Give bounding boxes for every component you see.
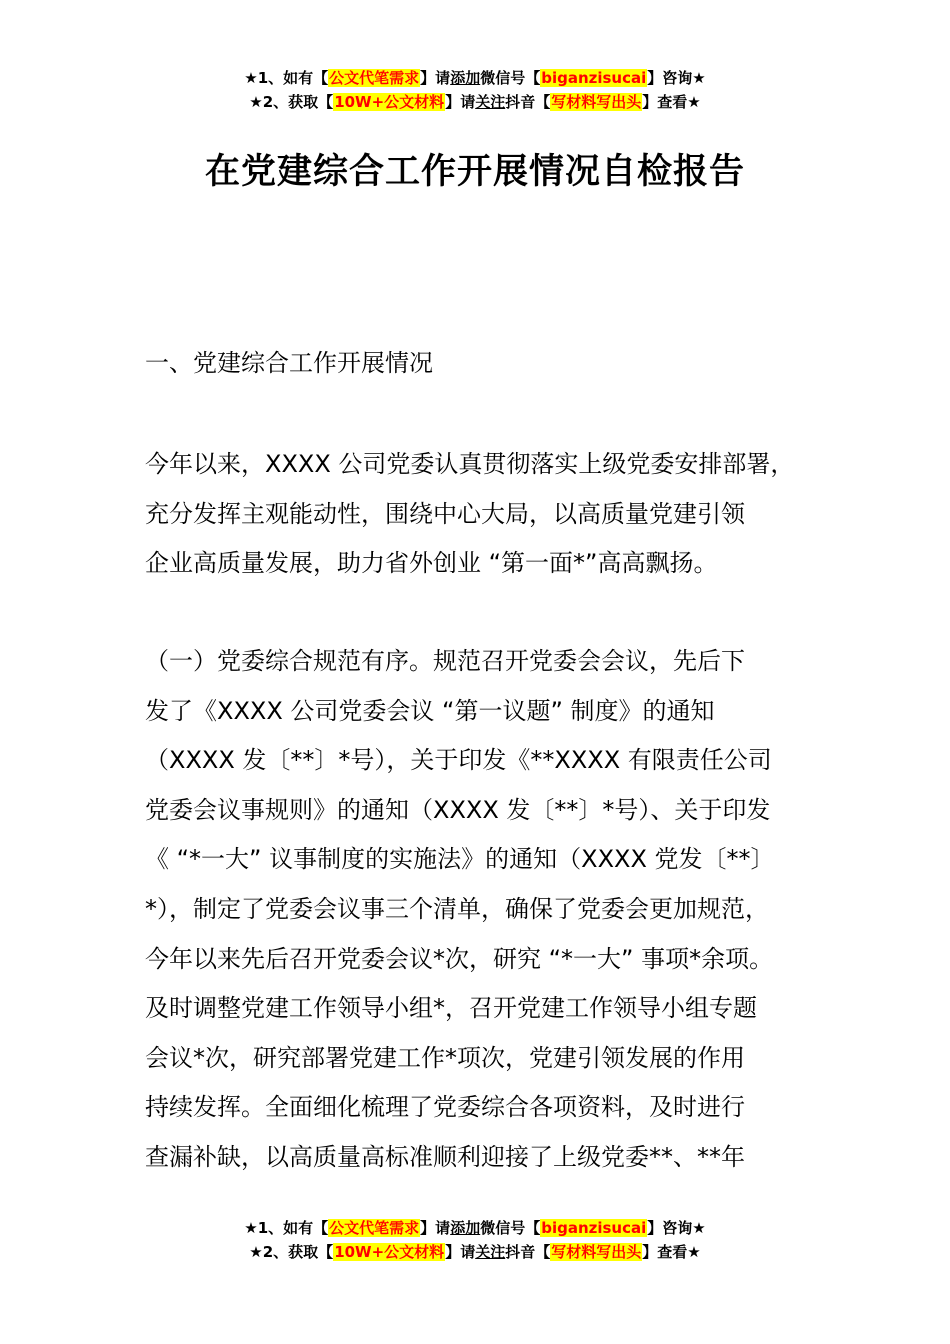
promo-text: ★1、如有【 <box>244 69 329 87</box>
promo-highlight: 10W+公文材料 <box>334 1243 445 1261</box>
promo-line-2 <box>0 90 950 114</box>
paragraph-line: （一）党委综合规范有序。规范召开党委会会议，先后下 <box>145 647 745 675</box>
promo-highlight: biganzisucai <box>541 69 647 87</box>
paragraph-line: 企业高质量发展，助力省外创业 “第一面*”高高飘扬。 <box>145 549 718 578</box>
promo-line-1 <box>0 1216 950 1240</box>
promo-line-2 <box>0 1240 950 1264</box>
promo-text: ★2、获取【 <box>249 1243 334 1261</box>
paragraph-party-committee <box>145 637 835 1183</box>
paragraph-line: 会议*次，研究部署党建工作*项次，党建引领发展的作用 <box>145 1043 745 1072</box>
promo-text: 】咨询★ <box>647 69 706 87</box>
promo-text: ★1、如有【 <box>244 1219 329 1237</box>
promo-text: 】咨询★ <box>647 1219 706 1237</box>
promo-underlined: 关注 <box>475 1243 506 1261</box>
promo-highlight: 写材料写出头 <box>551 93 642 111</box>
promo-text: 】请 <box>420 69 451 87</box>
section-heading: 一、党建综合工作开展情况 <box>145 349 433 377</box>
promo-text: 】查看★ <box>642 1243 701 1261</box>
promo-text: 微信号【 <box>480 1219 541 1237</box>
promo-highlight: biganzisucai <box>541 1219 647 1237</box>
promo-header <box>0 66 950 114</box>
paragraph-line: 持续发挥。全面细化梳理了党委综合各项资料，及时进行 <box>145 1093 745 1122</box>
paragraph-line: 及时调整党建工作领导小组*，召开党建工作领导小组专题 <box>145 994 757 1023</box>
promo-underlined: 添加 <box>450 1219 481 1237</box>
promo-text: 】请 <box>420 1219 451 1237</box>
promo-line-1 <box>0 66 950 90</box>
promo-text: 】请 <box>445 1243 476 1261</box>
paragraph-line: 《 “*一大” 议事制度的实施法》的通知（XXXX 党发〔**〕 <box>145 845 775 874</box>
paragraph-line: 发了《XXXX 公司党委会议 “第一议题” 制度》的通知 <box>145 696 715 725</box>
paragraph-line: 党委会议事规则》的通知（XXXX 发〔**〕*号）、关于印发 <box>145 795 771 824</box>
promo-highlight: 公文代笔需求 <box>329 69 420 87</box>
paragraph-line: 今年以来先后召开党委会议*次，研究 “*一大” 事项*余项。 <box>145 944 774 973</box>
promo-highlight: 10W+公文材料 <box>334 93 445 111</box>
promo-highlight: 写材料写出头 <box>551 1243 642 1261</box>
promo-text: 】查看★ <box>642 93 701 111</box>
paragraph-line: 充分发挥主观能动性，围绕中心大局，以高质量党建引领 <box>145 499 745 528</box>
promo-underlined: 关注 <box>475 93 506 111</box>
promo-footer <box>0 1216 950 1264</box>
promo-text: 抖音【 <box>505 1243 551 1261</box>
promo-text: 抖音【 <box>505 93 551 111</box>
paragraph-intro <box>145 440 835 589</box>
promo-highlight: 公文代笔需求 <box>329 1219 420 1237</box>
paragraph-line: *），制定了党委会议事三个清单，确保了党委会更加规范， <box>145 894 769 923</box>
document-title: 在党建综合工作开展情况自检报告 <box>204 152 745 192</box>
promo-text: ★2、获取【 <box>249 93 334 111</box>
paragraph-line: 查漏补缺，以高质量高标准顺利迎接了上级党委**、**年 <box>145 1142 745 1171</box>
promo-underlined: 添加 <box>450 69 481 87</box>
paragraph-line: 今年以来，XXXX 公司党委认真贯彻落实上级党委安排部署， <box>145 450 795 478</box>
paragraph-line: （XXXX 发〔**〕*号），关于印发《**XXXX 有限责任公司 <box>145 746 772 775</box>
promo-text: 微信号【 <box>480 69 541 87</box>
promo-text: 】请 <box>445 93 476 111</box>
